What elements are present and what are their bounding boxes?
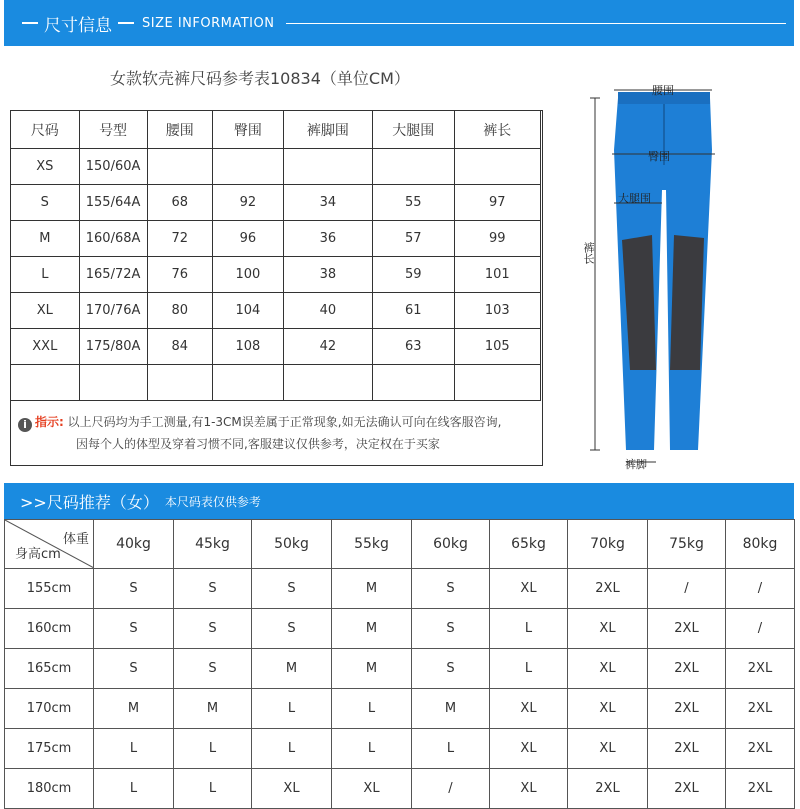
recommend-row xyxy=(5,769,795,809)
size-row xyxy=(11,365,541,401)
size-row xyxy=(11,329,541,365)
size-cell xyxy=(213,149,284,185)
recommend-size-cell: L xyxy=(94,769,174,809)
recommend-size-cell: L xyxy=(174,769,252,809)
waist-label: 腰围 xyxy=(652,84,674,97)
size-row xyxy=(11,149,541,185)
size-cell xyxy=(373,365,454,401)
header-rule xyxy=(286,23,786,24)
size-row xyxy=(11,221,541,257)
recommend-row xyxy=(5,609,795,649)
size-cell: 80 xyxy=(147,293,213,329)
recommend-size-cell: S xyxy=(174,569,252,609)
size-cell: 63 xyxy=(373,329,454,365)
recommend-size-cell: L xyxy=(490,649,568,689)
recommend-size-cell: / xyxy=(726,569,795,609)
size-cell: 155/64A xyxy=(79,185,147,221)
recommend-size-cell: / xyxy=(412,769,490,809)
size-col-header: 号型 xyxy=(79,111,147,149)
size-cell: S xyxy=(11,185,80,221)
height-label: 180cm xyxy=(5,769,94,809)
size-cell: 36 xyxy=(283,221,372,257)
size-cell: 57 xyxy=(373,221,454,257)
tip-line-1: 以上尺码均为手工测量,有1-3CM误差属于正常现象,如无法确认可向在线客服咨询, xyxy=(67,415,502,429)
size-col-header: 裤脚围 xyxy=(283,111,372,149)
recommend-size-cell: L xyxy=(490,609,568,649)
recommend-row xyxy=(5,649,795,689)
recommend-size-cell: 2XL xyxy=(726,649,795,689)
size-cell xyxy=(213,365,284,401)
size-col-header: 大腿围 xyxy=(373,111,454,149)
size-cell: 34 xyxy=(283,185,372,221)
recommend-size-cell: M xyxy=(332,649,412,689)
weight-header: 70kg xyxy=(568,520,648,569)
size-cell: 92 xyxy=(213,185,284,221)
recommend-size-cell: M xyxy=(332,569,412,609)
recommend-row xyxy=(5,729,795,769)
recommend-size-cell: L xyxy=(252,729,332,769)
size-cell xyxy=(454,149,541,185)
recommend-title: >>尺码推荐（女） xyxy=(20,492,159,512)
size-chart-header-row xyxy=(11,111,541,149)
recommend-size-cell: XL xyxy=(490,769,568,809)
size-cell: 40 xyxy=(283,293,372,329)
header-dash-right xyxy=(118,22,134,24)
height-label: 170cm xyxy=(5,689,94,729)
size-tip xyxy=(18,411,538,455)
size-cell: 104 xyxy=(213,293,284,329)
recommend-size-cell: / xyxy=(726,609,795,649)
recommend-size-cell: XL xyxy=(568,689,648,729)
size-cell: 103 xyxy=(454,293,541,329)
size-cell: 165/72A xyxy=(79,257,147,293)
recommend-size-cell: S xyxy=(174,609,252,649)
recommend-size-cell: S xyxy=(252,569,332,609)
size-cell xyxy=(283,365,372,401)
right-knee-panel xyxy=(670,235,704,370)
size-cell: XXL xyxy=(11,329,80,365)
recommend-size-cell: 2XL xyxy=(726,769,795,809)
size-info-header xyxy=(4,0,794,46)
size-cell: 59 xyxy=(373,257,454,293)
recommend-row xyxy=(5,689,795,729)
recommend-size-cell: M xyxy=(332,609,412,649)
tip-label: 指示: xyxy=(35,415,64,429)
weight-header: 50kg xyxy=(252,520,332,569)
recommend-size-cell: L xyxy=(94,729,174,769)
recommend-size-cell: S xyxy=(412,649,490,689)
recommend-size-cell: L xyxy=(412,729,490,769)
size-cell: 68 xyxy=(147,185,213,221)
recommend-size-cell: M xyxy=(412,689,490,729)
recommend-header-row xyxy=(5,520,795,569)
weight-header: 80kg xyxy=(726,520,795,569)
weight-header: 40kg xyxy=(94,520,174,569)
hip-label: 臀围 xyxy=(648,150,670,163)
info-icon: i xyxy=(18,418,32,432)
thigh-label: 大腿围 xyxy=(618,192,651,205)
size-col-header: 臀围 xyxy=(213,111,284,149)
size-cell: 55 xyxy=(373,185,454,221)
recommend-size-cell: 2XL xyxy=(648,689,726,729)
recommend-size-cell: S xyxy=(94,609,174,649)
recommend-size-cell: M xyxy=(174,689,252,729)
recommend-size-cell: 2XL xyxy=(648,729,726,769)
recommend-corner-cell xyxy=(5,520,94,569)
recommend-size-cell: 2XL xyxy=(648,649,726,689)
size-cell: 72 xyxy=(147,221,213,257)
size-cell: 170/76A xyxy=(79,293,147,329)
size-row xyxy=(11,185,541,221)
size-cell: 150/60A xyxy=(79,149,147,185)
recommend-size-cell: S xyxy=(174,649,252,689)
recommend-size-cell: S xyxy=(94,569,174,609)
size-col-header: 尺码 xyxy=(11,111,80,149)
recommend-size-cell: L xyxy=(332,689,412,729)
size-cell: 100 xyxy=(213,257,284,293)
recommend-size-cell: 2XL xyxy=(726,689,795,729)
pants-illustration xyxy=(570,70,790,480)
recommend-size-cell: XL xyxy=(490,569,568,609)
recommend-size-cell: L xyxy=(174,729,252,769)
header-dash-left xyxy=(22,22,38,24)
recommend-size-cell: / xyxy=(648,569,726,609)
recommend-size-cell: 2XL xyxy=(726,729,795,769)
size-cell: 160/68A xyxy=(79,221,147,257)
recommend-size-cell: L xyxy=(332,729,412,769)
size-cell: XL xyxy=(11,293,80,329)
recommend-size-cell: XL xyxy=(490,689,568,729)
size-cell: L xyxy=(11,257,80,293)
size-chart-title: 女款软壳裤尺码参考表10834（单位CM） xyxy=(110,69,410,88)
weight-header: 75kg xyxy=(648,520,726,569)
size-cell: 99 xyxy=(454,221,541,257)
size-cell xyxy=(373,149,454,185)
recommend-size-cell: XL xyxy=(568,609,648,649)
size-col-header: 裤长 xyxy=(454,111,541,149)
height-label: 160cm xyxy=(5,609,94,649)
recommend-size-cell: L xyxy=(252,689,332,729)
size-cell: 97 xyxy=(454,185,541,221)
size-cell: 96 xyxy=(213,221,284,257)
weight-header: 65kg xyxy=(490,520,568,569)
size-cell: XS xyxy=(11,149,80,185)
recommend-size-cell: 2XL xyxy=(568,569,648,609)
recommend-header xyxy=(4,483,794,519)
size-cell xyxy=(147,365,213,401)
weight-header: 55kg xyxy=(332,520,412,569)
weight-header: 60kg xyxy=(412,520,490,569)
size-cell xyxy=(147,149,213,185)
recommend-size-cell: S xyxy=(412,609,490,649)
recommend-size-cell: XL xyxy=(332,769,412,809)
recommend-size-cell: XL xyxy=(568,729,648,769)
recommend-size-cell: S xyxy=(412,569,490,609)
corner-weight-label: 体重 xyxy=(62,532,89,547)
size-col-header: 腰围 xyxy=(147,111,213,149)
size-cell: 175/80A xyxy=(79,329,147,365)
recommend-size-cell: M xyxy=(94,689,174,729)
size-cell xyxy=(79,365,147,401)
size-chart-table xyxy=(10,110,541,401)
recommend-size-cell: 2XL xyxy=(648,609,726,649)
size-cell xyxy=(11,365,80,401)
length-label: 裤长 xyxy=(582,242,595,264)
hem-label: 裤脚 xyxy=(625,458,647,471)
size-cell: 101 xyxy=(454,257,541,293)
recommend-size-cell: XL xyxy=(490,729,568,769)
size-cell: 61 xyxy=(373,293,454,329)
size-cell: 84 xyxy=(147,329,213,365)
recommend-size-cell: S xyxy=(94,649,174,689)
size-cell: 105 xyxy=(454,329,541,365)
recommend-table xyxy=(4,519,795,809)
header-title-en: SIZE INFORMATION xyxy=(142,15,275,31)
header-title-cn: 尺寸信息 xyxy=(44,15,112,36)
corner-height-label: 身高cm xyxy=(15,547,61,562)
size-cell: 38 xyxy=(283,257,372,293)
height-label: 165cm xyxy=(5,649,94,689)
size-cell xyxy=(454,365,541,401)
recommend-size-cell: 2XL xyxy=(648,769,726,809)
recommend-size-cell: XL xyxy=(252,769,332,809)
size-row xyxy=(11,293,541,329)
tip-line-2: 因每个人的体型及穿着习惯不同,客服建议仅供参考，决定权在于买家 xyxy=(76,437,440,451)
size-cell: 108 xyxy=(213,329,284,365)
height-label: 155cm xyxy=(5,569,94,609)
recommend-size-cell: XL xyxy=(568,649,648,689)
size-cell: 76 xyxy=(147,257,213,293)
recommend-size-cell: 2XL xyxy=(568,769,648,809)
size-cell: M xyxy=(11,221,80,257)
recommend-subtitle: 本尺码表仅供参考 xyxy=(164,494,261,509)
size-cell xyxy=(283,149,372,185)
height-label: 175cm xyxy=(5,729,94,769)
size-row xyxy=(11,257,541,293)
weight-header: 45kg xyxy=(174,520,252,569)
recommend-row xyxy=(5,569,795,609)
recommend-size-cell: M xyxy=(252,649,332,689)
pants-diagram xyxy=(570,70,790,480)
size-cell: 42 xyxy=(283,329,372,365)
recommend-size-cell: S xyxy=(252,609,332,649)
